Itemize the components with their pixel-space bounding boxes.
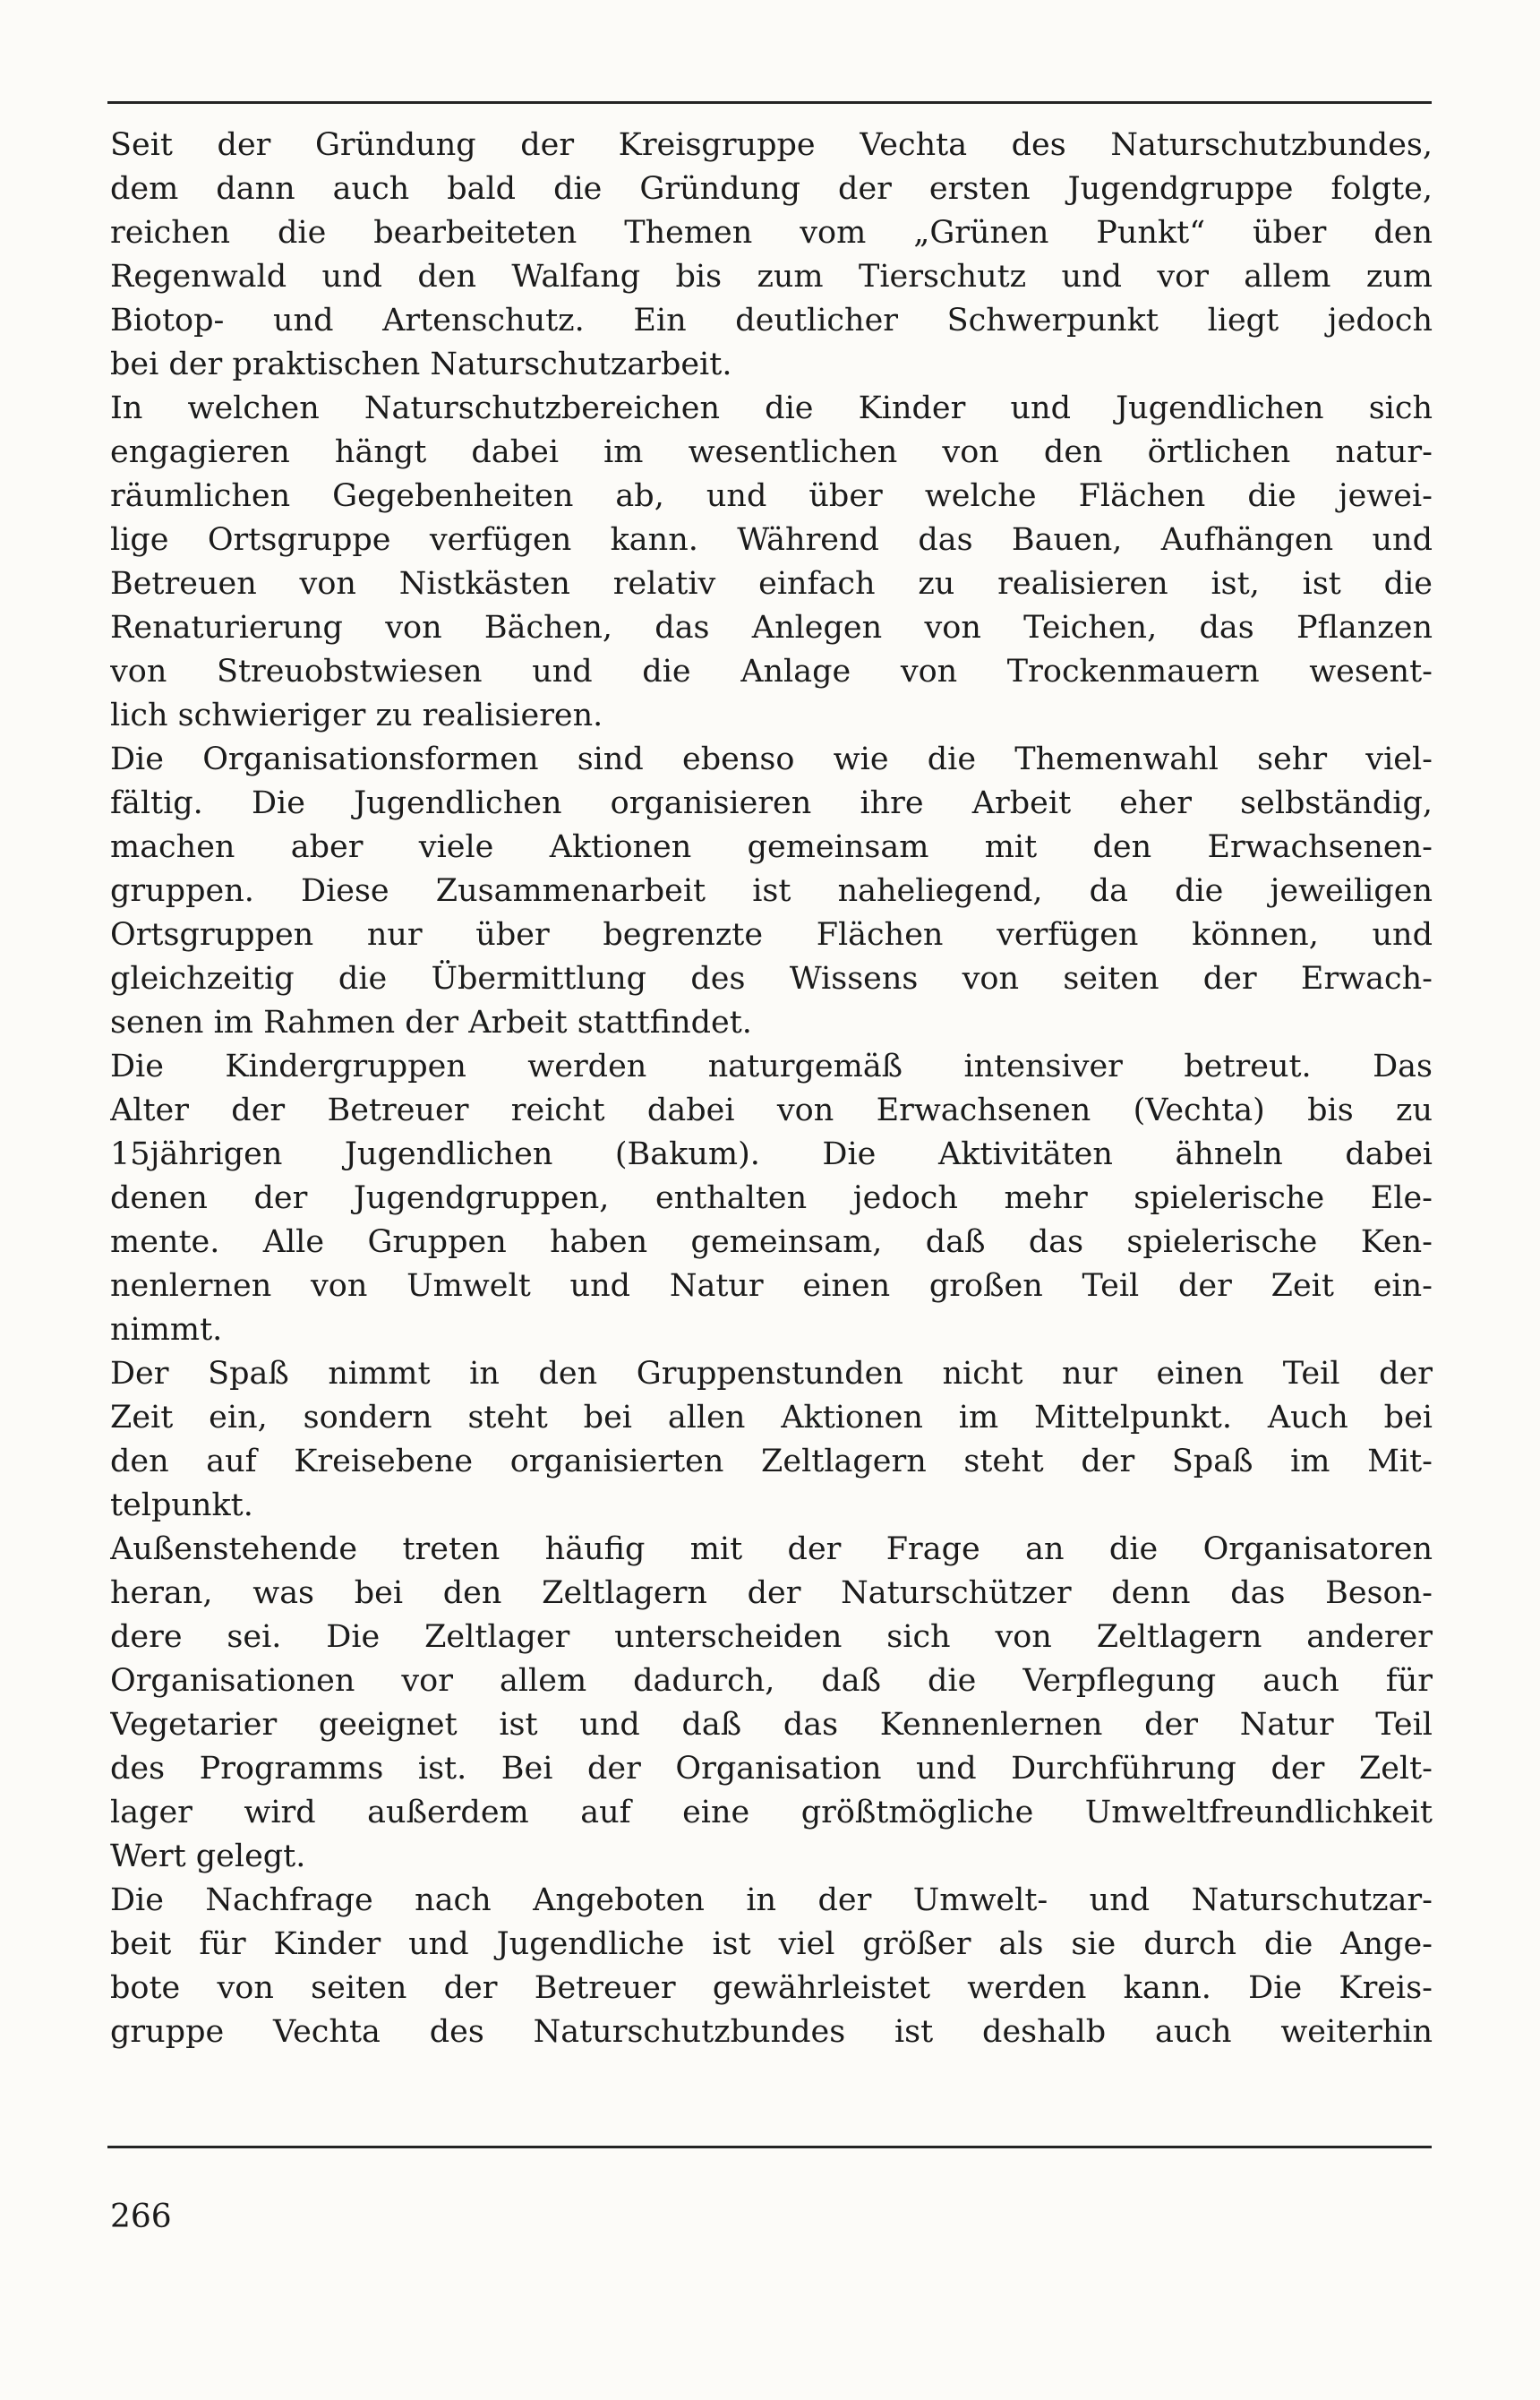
- text-line: Vegetarier geeignet ist und daß das Kennenlernen der Natur Teil: [110, 1707, 1433, 1743]
- text-line: fältig. Die Jugendlichen organisieren ihre Arbeit eher selbständig,: [110, 785, 1433, 821]
- text-line: denen der Jugendgruppen, enthalten jedoch mehr spielerische Ele-: [110, 1180, 1433, 1216]
- text-line: Die Nachfrage nach Angeboten in der Umwelt- und Naturschutzar-: [110, 1882, 1433, 1918]
- bottom-rule: [107, 2146, 1432, 2148]
- text-line: senen im Rahmen der Arbeit stattfindet.: [110, 1005, 752, 1041]
- top-rule: [107, 101, 1432, 104]
- text-line: reichen die bearbeiteten Themen vom „Grünen Punkt“ über den: [110, 215, 1433, 251]
- text-line: bei der praktischen Naturschutzarbeit.: [110, 347, 732, 382]
- text-line: Renaturierung von Bächen, das Anlegen von Teichen, das Pflanzen: [110, 610, 1433, 646]
- text-line: Seit der Gründung der Kreisgruppe Vechta des Naturschutzbundes,: [110, 127, 1433, 163]
- text-line: Wert gelegt.: [110, 1839, 306, 1874]
- text-line: gruppen. Diese Zusammenarbeit ist naheliegend, da die jeweiligen: [110, 873, 1433, 909]
- text-line: lich schwieriger zu realisieren.: [110, 698, 603, 733]
- text-line: In welchen Naturschutzbereichen die Kinder und Jugendlichen sich: [110, 390, 1433, 426]
- text-line: Außenstehende treten häufig mit der Frage an die Organisatoren: [110, 1531, 1433, 1567]
- text-line: bote von seiten der Betreuer gewährleistet werden kann. Die Kreis-: [110, 1970, 1433, 2006]
- paragraph: [110, 1045, 1433, 1352]
- text-line: den auf Kreisebene organisierten Zeltlagern steht der Spaß im Mit-: [110, 1444, 1433, 1479]
- text-line: von Streuobstwiesen und die Anlage von Trockenmauern wesent-: [110, 654, 1433, 690]
- text-line: telpunkt.: [110, 1487, 253, 1523]
- text-line: mente. Alle Gruppen haben gemeinsam, daß das spielerische Ken-: [110, 1224, 1433, 1260]
- paragraph: [110, 387, 1433, 738]
- text-line: 15jährigen Jugendlichen (Bakum). Die Aktivitäten ähneln dabei: [110, 1136, 1433, 1172]
- text-line: lager wird außerdem auf eine größtmögliche Umweltfreundlichkeit: [110, 1795, 1433, 1830]
- text-line: Alter der Betreuer reicht dabei von Erwachsenen (Vechta) bis zu: [110, 1093, 1433, 1128]
- text-line: des Programms ist. Bei der Organisation und Durchführung der Zelt-: [110, 1751, 1433, 1787]
- text-line: nenlernen von Umwelt und Natur einen großen Teil der Zeit ein-: [110, 1268, 1433, 1304]
- text-line: Zeit ein, sondern steht bei allen Aktionen im Mittelpunkt. Auch bei: [110, 1400, 1433, 1436]
- text-line: Ortsgruppen nur über begrenzte Flächen verfügen können, und: [110, 917, 1433, 953]
- paragraph: [110, 124, 1433, 387]
- text-line: Organisationen vor allem dadurch, daß die Verpflegung auch für: [110, 1663, 1433, 1699]
- text-line: gruppe Vechta des Naturschutzbundes ist deshalb auch weiterhin: [110, 2014, 1433, 2050]
- text-line: dem dann auch bald die Gründung der ersten Jugendgruppe folgte,: [110, 171, 1433, 207]
- paragraph: [110, 1879, 1433, 2054]
- text-line: Die Organisationsformen sind ebenso wie die Themenwahl sehr viel-: [110, 741, 1433, 777]
- paragraph: [110, 738, 1433, 1045]
- text-line: Betreuen von Nistkästen relativ einfach zu realisieren ist, ist die: [110, 566, 1433, 602]
- page-number: 266: [110, 2199, 172, 2235]
- text-line: nimmt.: [110, 1312, 223, 1348]
- paragraph: [110, 1352, 1433, 1528]
- text-line: Die Kindergruppen werden naturgemäß intensiver betreut. Das: [110, 1049, 1433, 1084]
- paragraph: [110, 1528, 1433, 1879]
- text-line: lige Ortsgruppe verfügen kann. Während das Bauen, Aufhängen und: [110, 522, 1433, 558]
- text-block: [110, 124, 1433, 2054]
- text-line: Regenwald und den Walfang bis zum Tierschutz und vor allem zum: [110, 259, 1433, 295]
- text-line: beit für Kinder und Jugendliche ist viel größer als sie durch die Ange-: [110, 1926, 1433, 1962]
- text-line: gleichzeitig die Übermittlung des Wissens von seiten der Erwach-: [110, 961, 1433, 997]
- text-line: engagieren hängt dabei im wesentlichen von den örtlichen natur-: [110, 434, 1433, 470]
- text-line: dere sei. Die Zeltlager unterscheiden sich von Zeltlagern anderer: [110, 1619, 1433, 1655]
- text-line: Der Spaß nimmt in den Gruppenstunden nicht nur einen Teil der: [110, 1356, 1433, 1392]
- text-line: machen aber viele Aktionen gemeinsam mit den Erwachsenen-: [110, 829, 1433, 865]
- text-line: Biotop- und Artenschutz. Ein deutlicher Schwerpunkt liegt jedoch: [110, 303, 1433, 339]
- text-line: räumlichen Gegebenheiten ab, und über welche Flächen die jewei-: [110, 478, 1433, 514]
- text-line: heran, was bei den Zeltlagern der Naturschützer denn das Beson-: [110, 1575, 1433, 1611]
